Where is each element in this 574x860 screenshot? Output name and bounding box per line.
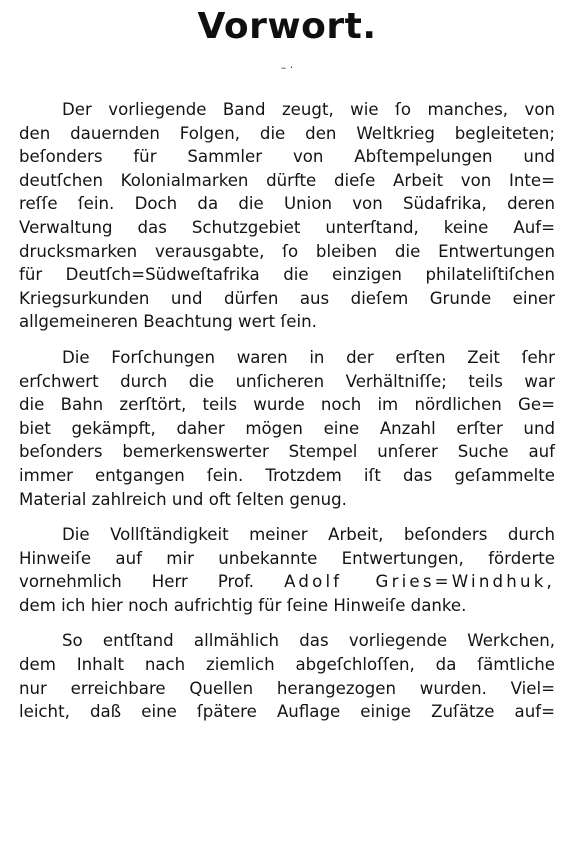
- text-line: erſchwert durch die unſicheren Verhältniſſe; teils war: [19, 371, 555, 391]
- text-line: den dauernden Folgen, die den Weltkrieg begleiteten;: [19, 123, 555, 143]
- text-line: für Deutſch=Südweſtafrika die einzigen philateliſtiſchen: [19, 265, 555, 285]
- text-line: beſonders für Sammler von Abſtempelungen und: [19, 147, 555, 167]
- text-line: Der vorliegende Band zeugt, wie ſo manches, von: [62, 100, 555, 119]
- text-line: immer entgangen ſein. Trotzdem iſt das geſammelte: [19, 465, 555, 485]
- text-line: allgemeineren Beachtung wert ſein.: [19, 312, 317, 332]
- text-line: Die Forſchungen waren in der erſten Zeit ſehr: [62, 347, 555, 367]
- text-line: reſſe ſein. Doch da die Union von Südafrika, deren: [19, 194, 555, 214]
- text-line: deutſchen Kolonialmarken dürfte dieſe Arbeit von Inte=: [19, 170, 555, 190]
- paragraph-1: [19, 98, 555, 334]
- text-line: dem ich hier noch aufrichtig für ſeine Hinweiſe danke.: [19, 595, 467, 615]
- title-ornament: – ·: [280, 61, 294, 74]
- text-line: biet gekämpft, daher mögen eine Anzahl erſter und: [19, 418, 555, 438]
- paragraph-2: [19, 346, 555, 511]
- paragraph-3: [19, 523, 555, 617]
- body-text: [19, 98, 555, 724]
- text-line: Kriegsurkunden und dürfen aus dieſem Grunde einer: [19, 288, 555, 308]
- text-line: nur erreichbare Quellen herangezogen wurden. Viel=: [19, 678, 555, 698]
- text-line: drucksmarken verausgabte, ſo bleiben die Entwertungen: [19, 241, 555, 261]
- text-line-with-name: [19, 570, 555, 594]
- text-line: Verwaltung das Schutzgebiet unterſtand, keine Auf=: [19, 217, 555, 237]
- text-line: Hinweiſe auf mir unbekannte Entwertungen, förderte: [19, 548, 555, 568]
- text-line: Die Vollſtändigkeit meiner Arbeit, beſonders durch: [62, 525, 555, 545]
- paragraph-4: [19, 629, 555, 723]
- text-line: Material zahlreich und oft ſelten genug.: [19, 489, 347, 509]
- text-line: dem Inhalt nach ziemlich abgeſchloſſen, da ſämtliche: [19, 655, 555, 675]
- text-line: leicht, daß eine ſpätere Auflage einige Zuſätze auf=: [19, 702, 555, 722]
- text-line: So entſtand allmählich das vorliegende Werkchen,: [62, 631, 555, 651]
- page-title: Vorwort.: [197, 6, 377, 47]
- text-line: die Bahn zerſtört, teils wurde noch im nördlichen Ge=: [19, 395, 555, 415]
- text-line: beſonders bemerkenswerter Stempel unſerer Suche auf: [19, 442, 555, 462]
- author-name: Adolf Gries=Windhuk,: [284, 572, 555, 592]
- line-prefix: vornehmlich Herr Prof.: [19, 572, 285, 592]
